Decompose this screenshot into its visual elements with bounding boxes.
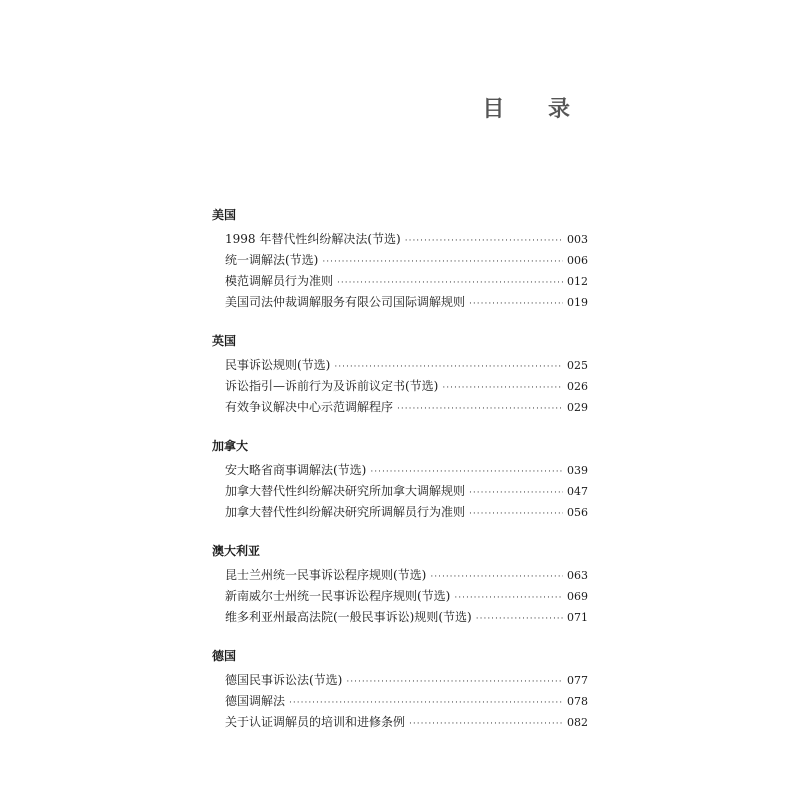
toc-section-canada (212, 437, 588, 523)
entry-title: 维多利亚州最高法院(一般民事诉讼)规则(节选) (225, 610, 472, 624)
entry-title: 安大略省商事调解法(节选) (225, 463, 367, 477)
page-number: 071 (567, 611, 588, 624)
page-number: 029 (567, 401, 588, 414)
entry-title: 统一调解法(节选) (225, 253, 319, 267)
dot-leader (289, 693, 563, 714)
toc-entry[interactable] (225, 712, 588, 733)
toc-entry[interactable] (225, 691, 588, 712)
toc-entry[interactable] (225, 355, 588, 376)
dot-leader (337, 273, 563, 294)
section-heading: 德国 (212, 649, 237, 663)
toc-section-usa (212, 206, 588, 313)
section-heading: 英国 (212, 334, 237, 348)
dot-leader (334, 357, 563, 378)
entry-title: 关于认证调解员的培训和进修条例 (225, 715, 406, 729)
entry-title: 诉讼指引—诉前行为及诉前议定书(节选) (225, 379, 439, 393)
dot-leader (405, 231, 563, 252)
toc-entry[interactable] (225, 670, 588, 691)
page-number: 047 (567, 485, 588, 498)
entry-title: 民事诉讼规则(节选) (225, 358, 331, 372)
dot-leader (469, 483, 563, 504)
dot-leader (397, 399, 563, 420)
page-number: 063 (567, 569, 588, 582)
entry-title: 昆士兰州统一民事诉讼程序规则(节选) (225, 568, 427, 582)
toc-entry[interactable] (225, 565, 588, 586)
page-number: 019 (567, 296, 588, 309)
toc-entry[interactable] (225, 607, 588, 628)
dot-leader (370, 462, 563, 483)
entry-title: 加拿大替代性纠纷解决研究所调解员行为准则 (225, 505, 466, 519)
section-heading: 加拿大 (212, 439, 249, 453)
dot-leader (409, 714, 563, 735)
entry-title: 1998 年替代性纠纷解决法(节选) (225, 232, 401, 246)
toc-section-germany (212, 647, 588, 733)
section-heading: 美国 (212, 208, 237, 222)
entry-title: 模范调解员行为准则 (225, 274, 334, 288)
table-of-contents (212, 206, 588, 752)
toc-entry[interactable] (225, 397, 588, 418)
toc-entry[interactable] (225, 376, 588, 397)
dot-leader (469, 504, 563, 525)
toc-entry[interactable] (225, 292, 588, 313)
dot-leader (442, 378, 563, 399)
page-number: 077 (567, 674, 588, 687)
section-heading: 澳大利亚 (212, 544, 261, 558)
page-title: 目 录 (482, 97, 588, 122)
page-number: 012 (567, 275, 588, 288)
page-number: 025 (567, 359, 588, 372)
page-number: 003 (567, 233, 588, 246)
toc-entry[interactable] (225, 250, 588, 271)
toc-section-australia (212, 542, 588, 628)
toc-entry[interactable] (225, 586, 588, 607)
entry-title: 德国调解法 (225, 694, 286, 708)
page-number: 006 (567, 254, 588, 267)
page-number: 026 (567, 380, 588, 393)
page-number: 039 (567, 464, 588, 477)
page-number: 069 (567, 590, 588, 603)
dot-leader (322, 252, 563, 273)
dot-leader (454, 588, 563, 609)
entry-title: 德国民事诉讼法(节选) (225, 673, 343, 687)
toc-section-uk (212, 332, 588, 418)
toc-entry[interactable] (225, 229, 588, 250)
toc-entry[interactable] (225, 502, 588, 523)
dot-leader (346, 672, 563, 693)
dot-leader (476, 609, 563, 630)
dot-leader (430, 567, 563, 588)
entry-title: 有效争议解决中心示范调解程序 (225, 400, 394, 414)
entry-title: 美国司法仲裁调解服务有限公司国际调解规则 (225, 295, 466, 309)
dot-leader (469, 294, 563, 315)
page-number: 078 (567, 695, 588, 708)
page-number: 082 (567, 716, 588, 729)
toc-entry[interactable] (225, 271, 588, 292)
toc-entry[interactable] (225, 481, 588, 502)
entry-title: 加拿大替代性纠纷解决研究所加拿大调解规则 (225, 484, 466, 498)
toc-entry[interactable] (225, 460, 588, 481)
entry-title: 新南威尔士州统一民事诉讼程序规则(节选) (225, 589, 451, 603)
page-number: 056 (567, 506, 588, 519)
